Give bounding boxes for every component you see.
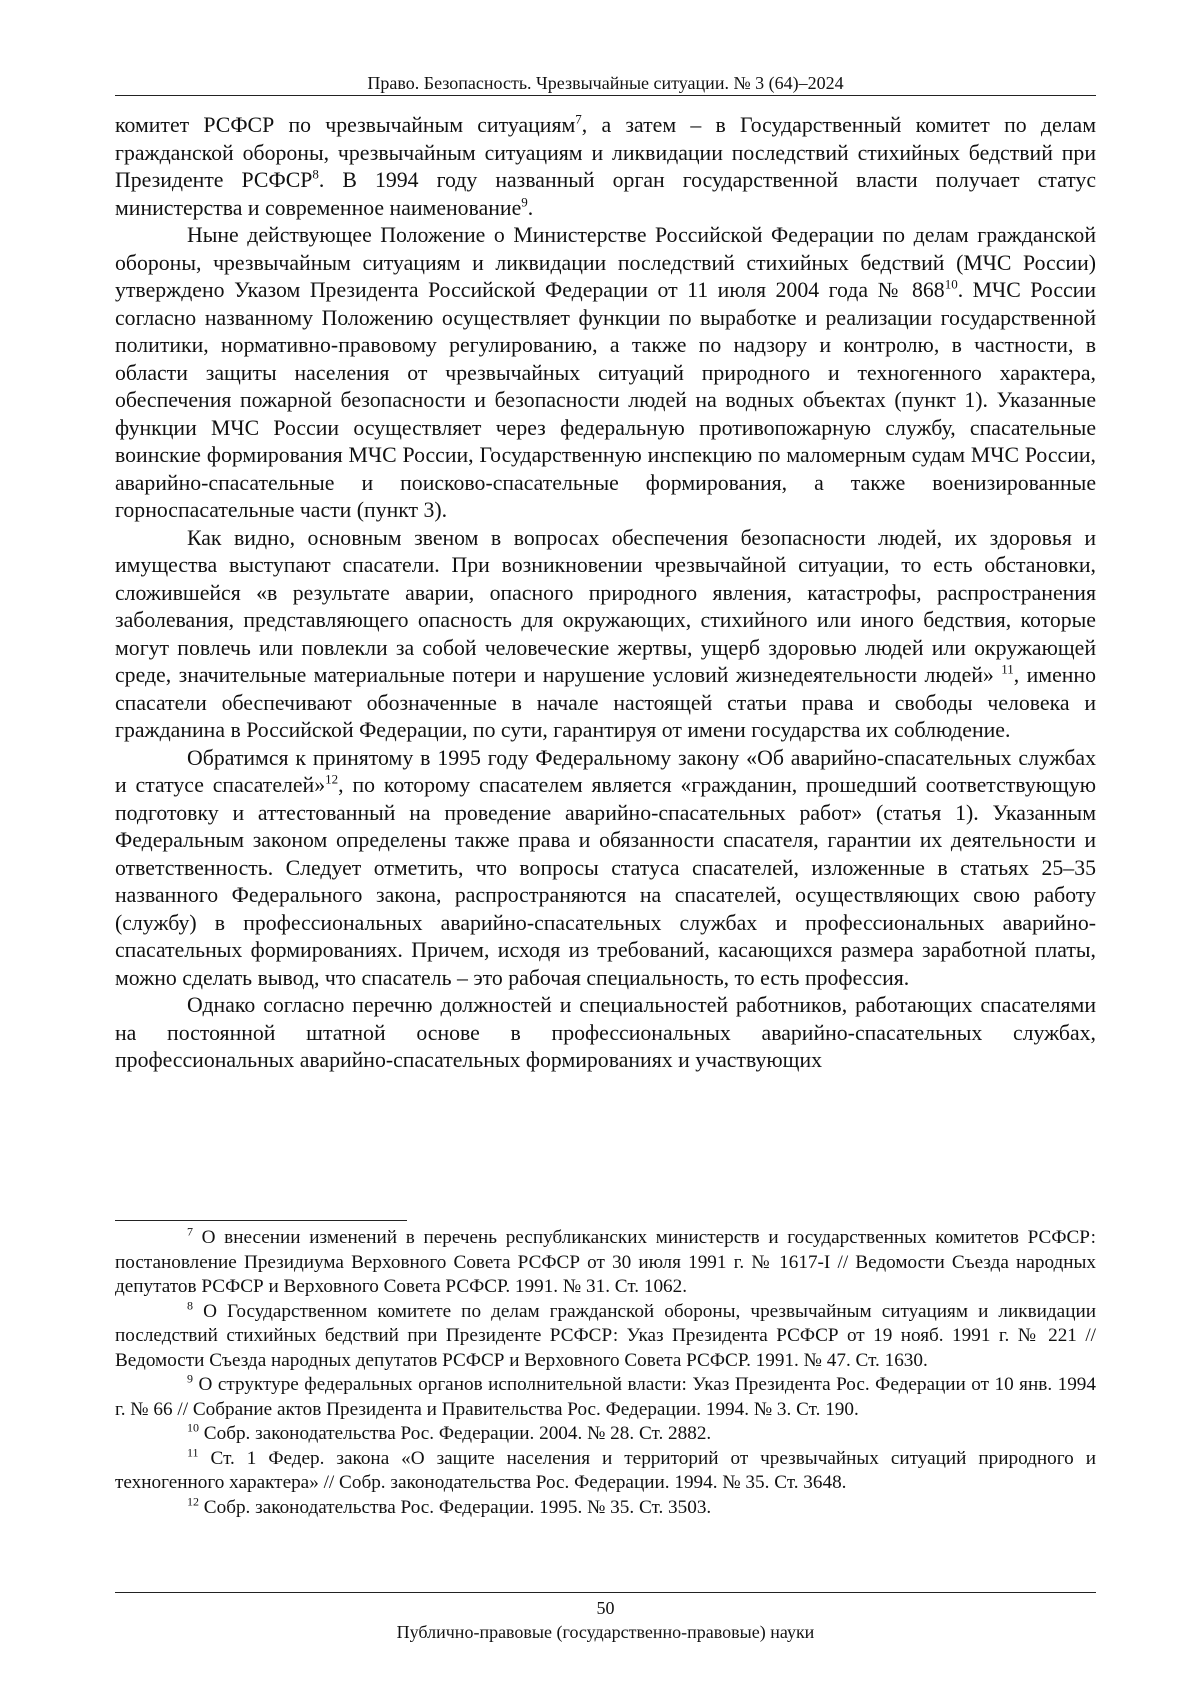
text-run: Как видно, основным звеном в вопросах обеспечения безопасности людей, их здоровья и имущества выступают спасатели. При возникновении чрезвычайной ситуации, то есть обстановки, сложившейся «в результате аварии, опасного природного явления, катастрофы, распространения заболевания, представляющего опасность для окружающих, стихийного или иного бедствия, которые могут повлечь или повлекли за собой человеческие жертвы, ущерб здоровью людей или окружающей среде, значительные материальные потери и нарушение условий жизнедеятельности людей» [115,525,1096,687]
footnote-ref-10[interactable]: 10 [944,276,958,292]
footnote-ref-8[interactable]: 8 [312,166,319,182]
paragraph-2 [115,222,1096,525]
paragraph-3 [115,525,1096,745]
page-number: 50 [596,1598,615,1618]
text-run: , по которому спасателем является «гражданин, прошедший соответствующую подготовку и аттестованный на проведение аварийно-спасательных работ» (статья 1). Указанным Федеральным законом определены также права и обязанности спасателя, гарантии их деятельности и ответственность. Следует отметить, что вопросы статуса спасателей, изложенные в статьях 25–35 названного Федерального закона, распространяются на спасателей, осуществляющих свою работу (службу) в профессиональных аварийно-спасательных службах и профессиональных аварийно-спасательных формированиях. Причем, исходя из требований, касающихся размера заработной платы, можно сделать вывод, что спасатель – это рабочая специальность, то есть профессия. [115,773,1096,990]
footnote-text: О внесении изменений в перечень республиканских министерств и государственных комитетов РСФСР: постановление Президиума Верховного Совета РСФСР от 30 июля 1991 г. № 1617-I // Ведомости Съезда народных депутатов РСФСР и Верховного Совета РСФСР. 1991. № 31. Ст. 1062. [115,1227,1096,1297]
paragraph-1 [115,112,1096,222]
footnote-number: 12 [187,1494,199,1509]
paragraph-5 [115,992,1096,1075]
footnote-ref-7[interactable]: 7 [575,111,582,127]
text-run: Ныне действующее Положение о Министерстве Российской Федерации по делам гражданской обороны, чрезвычайным ситуациям и ликвидации последствий стихийных бедствий (МЧС России) утверждено Указом Президента Российской Федерации от 11 июля 2004 года № 868 [115,223,1096,302]
text-run: , а затем – в Государственный комитет по делам гражданской обороны, чрезвычайным ситуациям и ликвидации последствий стихийных бедствий при Президенте РСФСР [115,113,1096,192]
footnote-11 [115,1447,1096,1496]
footnote-10 [115,1422,1096,1447]
footnote-ref-12[interactable]: 12 [325,771,339,787]
footnote-9 [115,1373,1096,1422]
footnote-text: Ст. 1 Федер. закона «О защите населения и территорий от чрезвычайных ситуаций природного и техногенного характера» // Собр. законодательства Рос. Федерации. 1994. № 35. Ст. 3648. [115,1447,1096,1493]
footnote-number: 11 [187,1445,199,1460]
paragraph-4 [115,745,1096,993]
footnote-7 [115,1226,1096,1300]
footnote-number: 7 [187,1224,193,1239]
text-run: комитет РСФСР по чрезвычайным ситуациям [115,113,576,137]
footnote-ref-11[interactable]: 11 [1001,661,1014,677]
footnote-number: 10 [187,1420,199,1435]
footnote-separator [115,1220,407,1221]
footer-rule [115,1592,1096,1593]
header-rule [115,95,1096,96]
article-body [115,112,1096,1075]
running-head: Право. Безопасность. Чрезвычайные ситуации. № 3 (64)–2024 [367,73,844,93]
footnote-text: О структуре федеральных органов исполнительной власти: Указ Президента Рос. Федерации от 10 янв. 1994 г. № 66 // Собрание актов Президента и Правительства Рос. Федерации. 1994. № 3. Ст. 190. [115,1374,1096,1420]
document-page [115,0,1096,1698]
footnote-number: 8 [187,1298,193,1313]
text-run: . [527,195,534,220]
text-run: . В 1994 году названный орган государственной власти получает статус министерства и современное наименование [115,168,1096,220]
text-run: Однако согласно перечню должностей и специальностей работников, работающих спасателями на постоянной штатной основе в профессиональных аварийно-спасательных службах, профессиональных аварийно-спасательных формированиях и участвующих [115,993,1096,1072]
text-run: , именно спасатели обеспечивают обозначенные в начале настоящей статьи права и свободы человека и гражданина в Российской Федерации, по сути, гарантируя от имени государства их соблюдение. [115,663,1096,742]
footnotes [115,1226,1096,1520]
footnote-ref-9[interactable]: 9 [521,194,528,210]
running-foot: Публично-правовые (государственно-правовые) науки [396,1622,815,1642]
text-run: . МЧС России согласно названному Положению осуществляет функции по выработке и реализации государственной политики, нормативно-правовому регулированию, а также по надзору и контролю, в частности, в области защиты населения от чрезвычайных ситуаций природного и техногенного характера, обеспечения пожарной безопасности и безопасности людей на водных объектах (пункт 1). Указанные функции МЧС России осуществляет через федеральную противопожарную службу, спасательные воинские формирования МЧС России, Государственную инспекцию по маломерным судам МЧС России, аварийно-спасательные и поисково-спасательные формирования, а также военизированные горноспасательные части (пункт 3). [115,278,1096,522]
footnote-text: О Государственном комитете по делам гражданской обороны, чрезвычайным ситуациям и ликвидации последствий стихийных бедствий при Президенте РСФСР: Указ Президента РСФСР от 19 нояб. 1991 г. № 221 // Ведомости Съезда народных депутатов РСФСР и Верховного Совета РСФСР. 1991. № 47. Ст. 1630. [115,1300,1096,1371]
footnote-text: Собр. законодательства Рос. Федерации. 1995. № 35. Ст. 3503. [199,1496,712,1518]
text-run: Обратимся к принятому в 1995 году Федеральному закону «Об аварийно-спасательных службах и статусе спасателей» [115,745,1096,797]
footnote-12 [115,1496,1096,1521]
footnote-8 [115,1300,1096,1374]
footnote-text: Собр. законодательства Рос. Федерации. 2004. № 28. Ст. 2882. [199,1423,712,1444]
footnote-number: 9 [187,1371,193,1386]
